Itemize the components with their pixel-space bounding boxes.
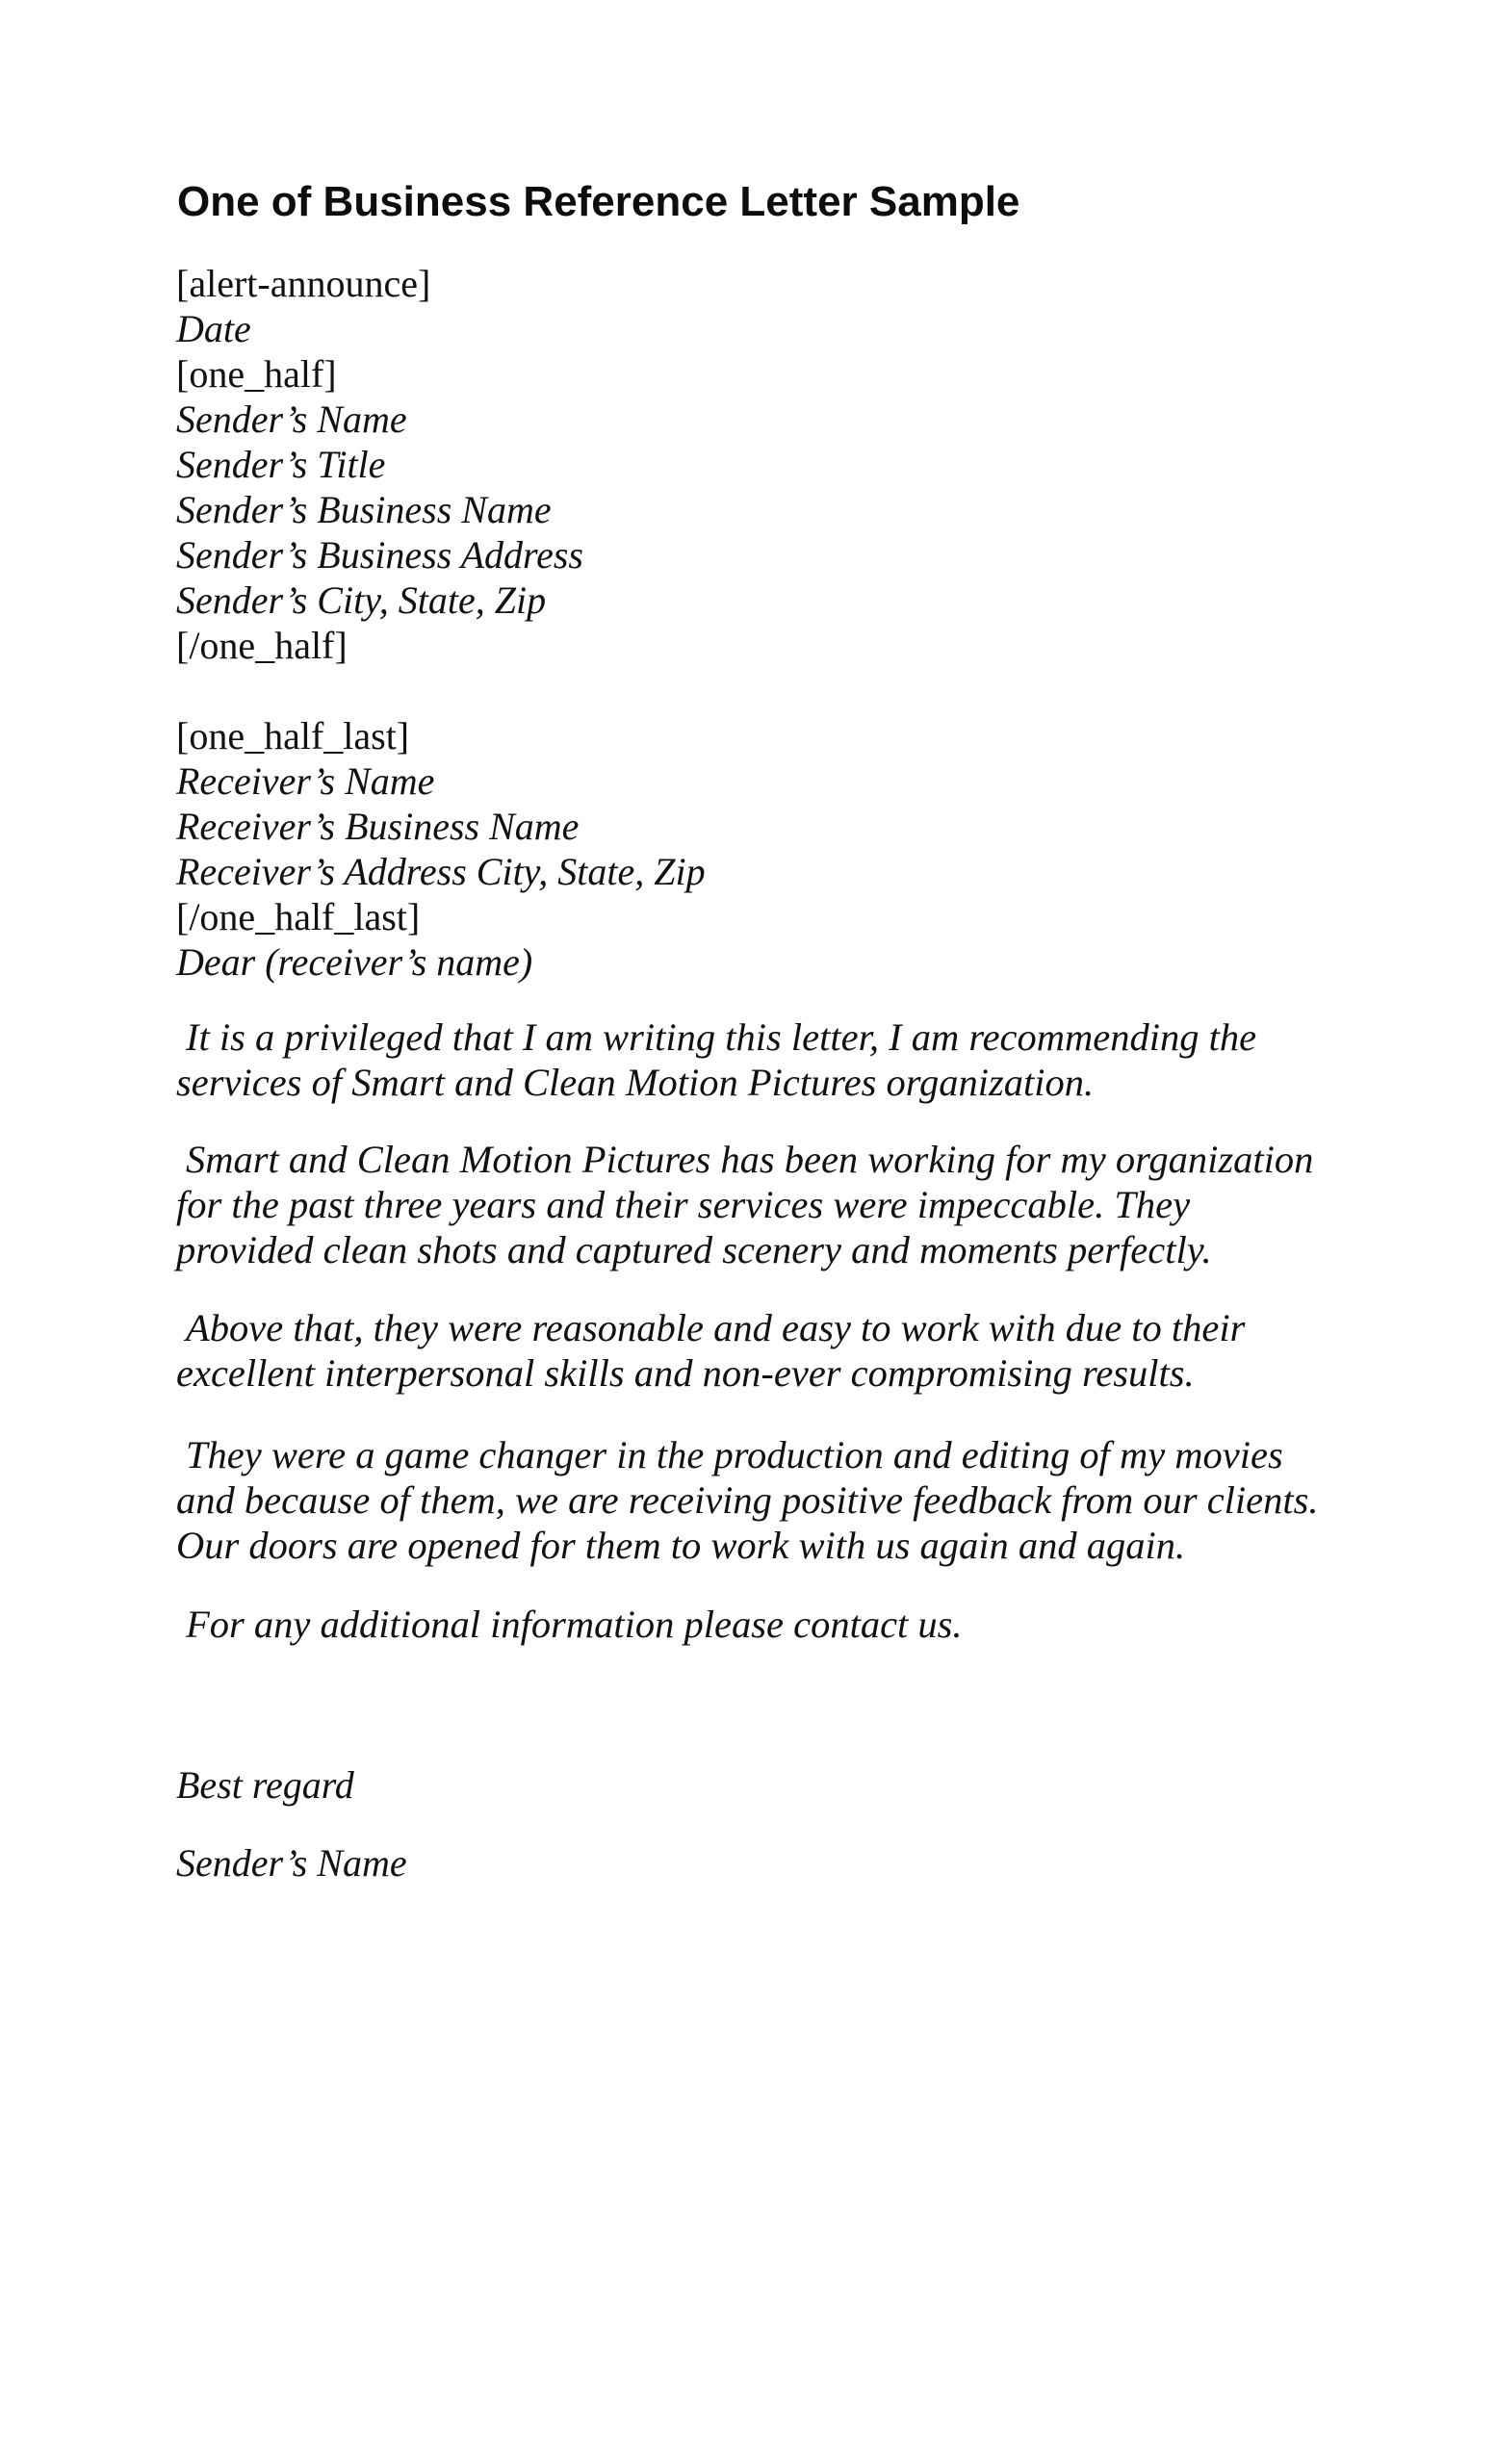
paragraph-line: Above that, they were reasonable and easy to work with due to their bbox=[186, 1306, 1246, 1349]
receiver-name: Receiver’s Name bbox=[176, 759, 435, 803]
body-paragraph-2 bbox=[176, 1137, 1313, 1272]
sender-name: Sender’s Name bbox=[176, 398, 407, 441]
closing-text: Best regard bbox=[176, 1763, 354, 1807]
signature-name: Sender’s Name bbox=[176, 1841, 407, 1885]
body-paragraph-4 bbox=[176, 1432, 1319, 1568]
sender-city-state-zip: Sender’s City, State, Zip bbox=[176, 578, 547, 622]
receiver-business-name: Receiver’s Business Name bbox=[176, 805, 580, 848]
sender-title: Sender’s Title bbox=[176, 443, 386, 486]
signature bbox=[176, 1840, 407, 1886]
alert-announce-tag: [alert-announce] bbox=[176, 262, 431, 305]
paragraph-line: For any additional information please contact us. bbox=[186, 1603, 963, 1646]
sender-business-address: Sender’s Business Address bbox=[176, 533, 583, 577]
one-half-last-open-tag: [one_half_last] bbox=[176, 714, 410, 757]
paragraph-line: for the past three years and their services were impeccable. They bbox=[176, 1183, 1191, 1226]
receiver-block bbox=[176, 713, 706, 985]
one-half-open-tag: [one_half] bbox=[176, 352, 337, 396]
body-paragraph-5 bbox=[176, 1602, 963, 1647]
salutation: Dear (receiver’s name) bbox=[176, 940, 533, 984]
paragraph-line: excellent interpersonal skills and non-ever compromising results. bbox=[176, 1351, 1195, 1395]
paragraph-line: Smart and Clean Motion Pictures has been working for my organization bbox=[186, 1138, 1314, 1181]
paragraph-line: Our doors are opened for them to work with us again and again. bbox=[176, 1524, 1186, 1567]
date-field: Date bbox=[176, 307, 251, 350]
paragraph-line: They were a game changer in the production and editing of my movies bbox=[186, 1433, 1283, 1476]
sender-business-name: Sender’s Business Name bbox=[176, 488, 552, 531]
paragraph-line: It is a privileged that I am writing this letter, I am recommending the bbox=[186, 1015, 1257, 1059]
paragraph-line: services of Smart and Clean Motion Pictures organization. bbox=[176, 1061, 1095, 1104]
sender-block bbox=[176, 261, 583, 668]
paragraph-line: and because of them, we are receiving positive feedback from our clients. bbox=[176, 1478, 1319, 1522]
body-paragraph-1 bbox=[176, 1014, 1256, 1105]
one-half-last-close-tag: [/one_half_last] bbox=[176, 895, 421, 938]
page-title: One of Business Reference Letter Sample bbox=[177, 178, 1020, 225]
paragraph-line: provided clean shots and captured scenery and moments perfectly. bbox=[176, 1228, 1212, 1271]
closing bbox=[176, 1762, 354, 1808]
receiver-address: Receiver’s Address City, State, Zip bbox=[176, 850, 706, 893]
body-paragraph-3 bbox=[176, 1305, 1245, 1396]
one-half-close-tag: [/one_half] bbox=[176, 624, 348, 667]
